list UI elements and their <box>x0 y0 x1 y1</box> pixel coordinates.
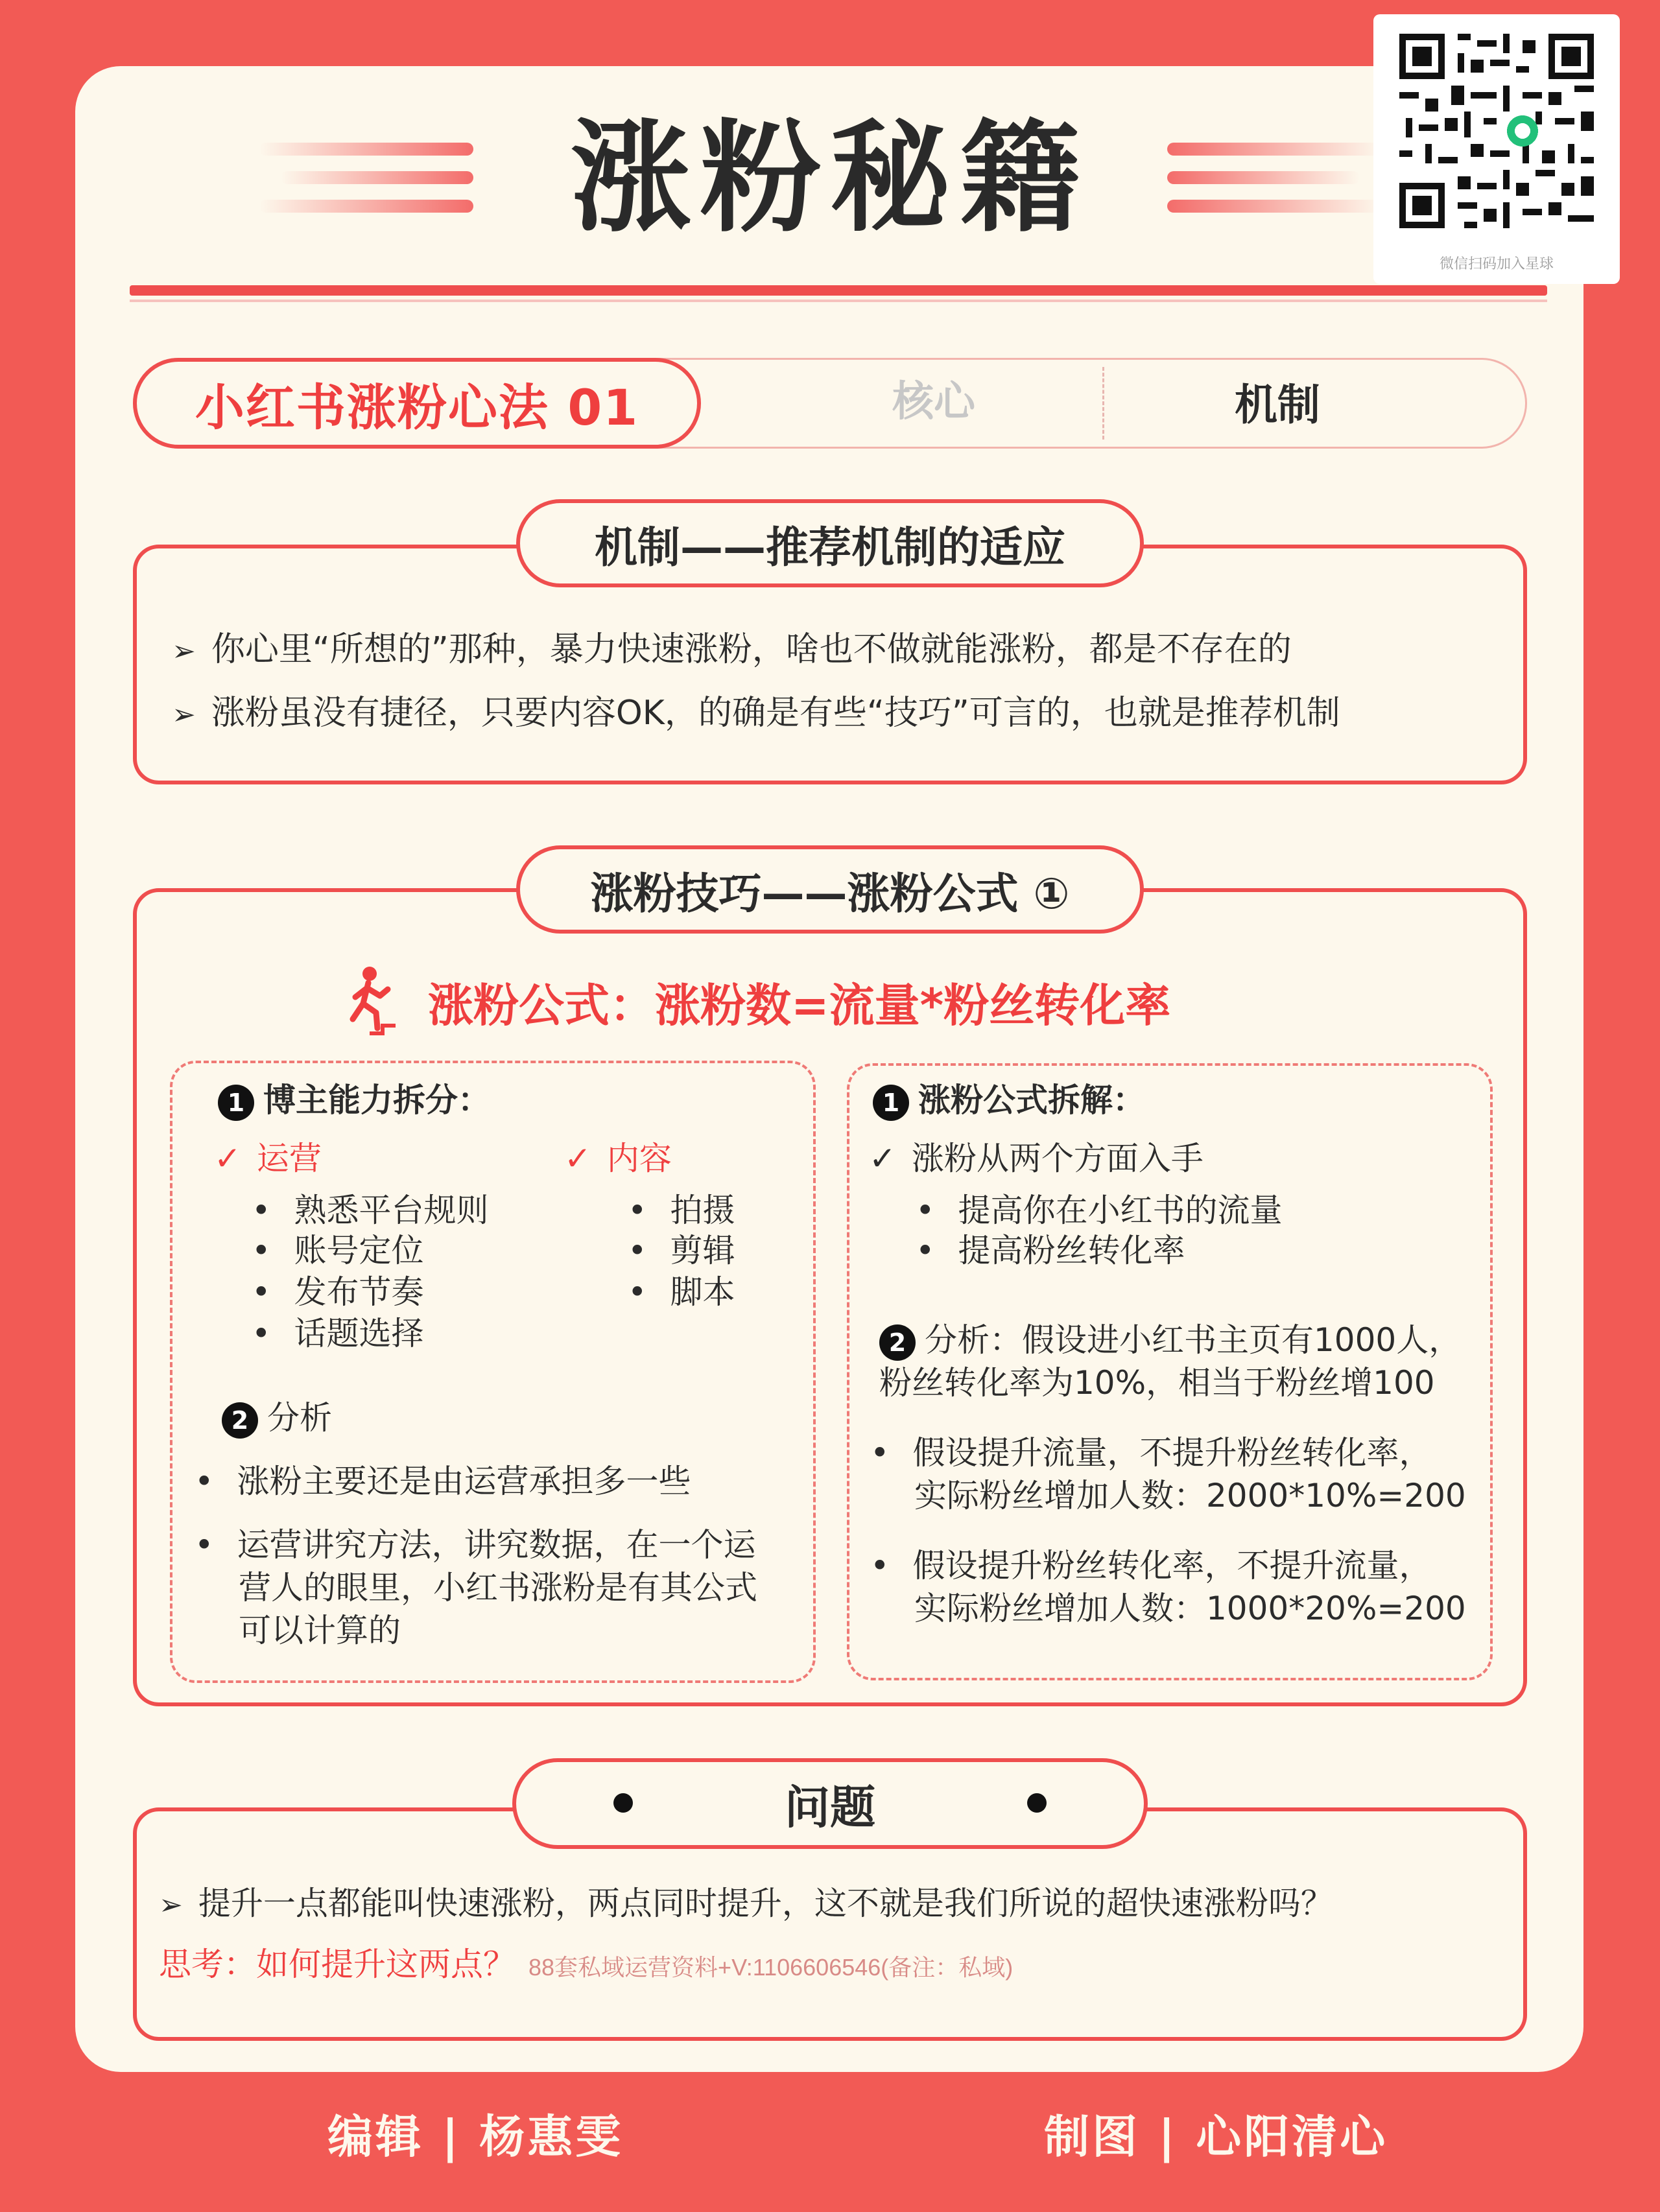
left-bullet-1: • 涨粉主要还是由运营承担多一些 <box>195 1463 691 1500</box>
ops-label: ✓ 运营 <box>214 1140 322 1177</box>
right-case-2: • 假设提升粉丝转化率，不提升流量， <box>870 1547 1432 1584</box>
title-underline <box>130 285 1547 296</box>
qr-code-icon <box>1393 27 1600 235</box>
tab-active[interactable]: 小红书涨粉心法 01 <box>133 358 701 449</box>
right-case-1-cont: 实际粉丝增加人数：2000*10%=200 <box>914 1477 1466 1514</box>
check-icon: ✓ <box>869 1140 896 1177</box>
dot-icon <box>1027 1793 1047 1813</box>
right-item: • 提高你在小红书的流量 <box>916 1192 1283 1229</box>
arrow-icon: ➢ <box>172 635 196 668</box>
left-heading-2: 2 分析 <box>222 1398 332 1439</box>
right-analysis-line-1: 2 分析：假设进小红书主页有1000人， <box>879 1320 1461 1361</box>
formula-text: 涨粉公式：涨粉数=流量*粉丝转化率 <box>428 978 1171 1032</box>
ops-item: • 发布节奏 <box>252 1273 424 1311</box>
check-icon: ✓ <box>564 1140 591 1177</box>
page-title: 涨粉秘籍 <box>570 108 1089 248</box>
right-check-line: ✓ 涨粉从两个方面入手 <box>869 1140 1204 1177</box>
left-bullet-2-cont: 可以计算的 <box>239 1612 401 1649</box>
tab-mechanism[interactable]: 机制 <box>1235 380 1320 430</box>
right-heading-1: 1 涨粉公式拆解： <box>873 1080 1145 1121</box>
left-bullet-2-cont: 营人的眼里，小红书涨粉是有其公式 <box>239 1569 757 1606</box>
number-badge: 2 <box>222 1402 258 1439</box>
number-badge: 2 <box>879 1324 916 1361</box>
right-case-1: • 假设提升流量，不提升粉丝转化率， <box>870 1434 1432 1472</box>
content-item: • 脚本 <box>628 1273 735 1311</box>
number-badge: 1 <box>218 1085 254 1121</box>
qr-caption: 微信扫码加入星球 <box>1439 256 1554 272</box>
right-item: • 提高粉丝转化率 <box>916 1232 1185 1269</box>
section3-heading: 问题 <box>512 1758 1148 1849</box>
ops-item: • 话题选择 <box>252 1315 424 1352</box>
question-line: ➢ 提升一点都能叫快速涨粉，两点同时提升，这不就是我们所说的超快速涨粉吗？ <box>159 1885 1333 1922</box>
arrow-icon: ➢ <box>159 1888 183 1922</box>
qr-code-card[interactable] <box>1373 14 1620 284</box>
footer-design: 制图 | 心阳清心 <box>1044 2110 1388 2163</box>
section1-heading: 机制——推荐机制的适应 <box>516 499 1144 587</box>
formula-line <box>344 966 1170 1037</box>
number-badge: 1 <box>873 1085 909 1121</box>
title-area <box>130 108 1530 248</box>
content-item: • 剪辑 <box>628 1232 735 1269</box>
ops-item: • 熟悉平台规则 <box>252 1192 489 1229</box>
arrow-icon: ➢ <box>172 698 196 731</box>
tab-core[interactable]: 核心 <box>892 378 975 426</box>
think-text: 思考：如何提升这两点？ <box>159 1946 516 1983</box>
title-underline-thin <box>130 300 1547 302</box>
section1-line-2: ➢ 涨粉虽没有捷径，只要内容OK，的确是有些“技巧”可言的，也就是推荐机制 <box>172 694 1340 733</box>
content-item: • 拍摄 <box>628 1192 735 1229</box>
check-icon: ✓ <box>214 1140 241 1177</box>
think-line <box>159 1944 1013 1988</box>
runner-icon <box>344 966 402 1037</box>
dot-icon <box>613 1793 633 1813</box>
left-heading-1: 1 博主能力拆分： <box>218 1080 490 1121</box>
ops-item: • 账号定位 <box>252 1232 424 1269</box>
left-bullet-2: • 运营讲究方法，讲究数据，在一个运 <box>195 1526 756 1564</box>
tab-divider <box>1102 367 1104 440</box>
section2-heading: 涨粉技巧——涨粉公式 ① <box>516 845 1144 934</box>
section1-line-1: ➢ 你心里“所想的”那种，暴力快速涨粉，啥也不做就能涨粉，都是不存在的 <box>172 630 1292 669</box>
right-case-2-cont: 实际粉丝增加人数：1000*20%=200 <box>914 1590 1466 1627</box>
footer-editor: 编辑 | 杨惠雯 <box>327 2110 624 2163</box>
promo-note: 88套私域运营资料+V:1106606546(备注：私域) <box>528 1954 1014 1981</box>
right-analysis-line-2: 粉丝转化率为10%，相当于粉丝增100 <box>879 1364 1435 1402</box>
content-label: ✓ 内容 <box>564 1140 672 1177</box>
